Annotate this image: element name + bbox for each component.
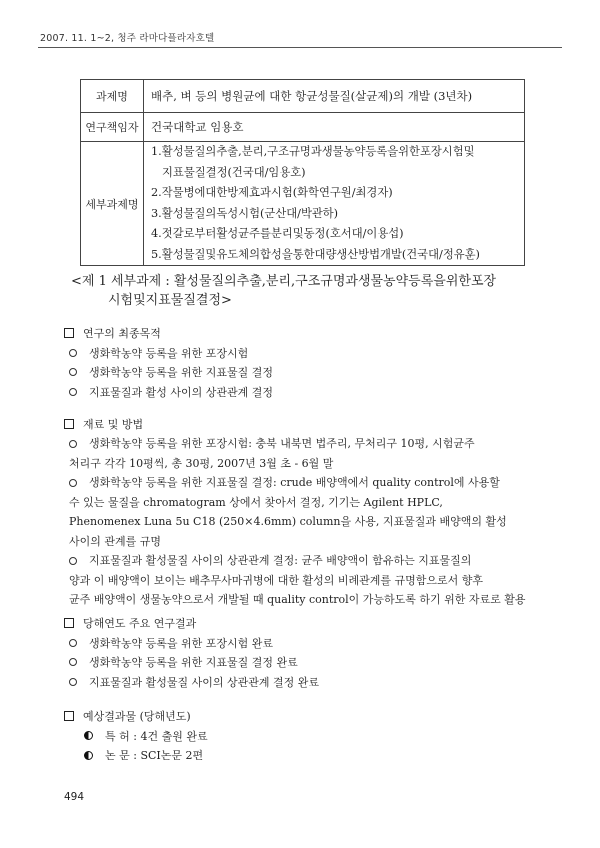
running-header: 2007. 11. 1~2, 청주 라마다플라자호텔 — [40, 33, 215, 44]
paragraph-line: 처리구 각각 10평씩, 총 30평, 2007년 3월 초 - 6월 말 — [69, 456, 334, 470]
section-methods — [64, 414, 549, 610]
list-item: 3.활성물질의독성시험(군산대/박관하) — [151, 206, 339, 220]
project-info-table — [80, 79, 525, 266]
list-item: 생화학농약 등록을 위한 지표물질 결정 — [89, 366, 274, 380]
paragraph-line: 지표물질과 활성물질 사이의 상관관계 결정: 균주 배양액이 함유하는 지표물질의 — [89, 554, 472, 567]
subproject-list — [144, 142, 525, 266]
page-number: 494 — [64, 791, 85, 803]
header-rule — [38, 47, 562, 48]
table-row — [81, 142, 525, 266]
paragraph-line: 균주 배양액이 생물농약으로서 개발될 때 quality control이 가능하도록 하기 위한 자료로 활용 — [69, 593, 526, 606]
project-name-value: 배추, 벼 등의 병원균에 대한 항균성물질(살균제)의 개발 (3년차) — [144, 80, 525, 113]
section-title: 당해연도 주요 연구결과 — [83, 617, 197, 630]
paragraph-line: 수 있는 물질을 chromatogram 상에서 찾아서 결정, 기기는 Agilent HPLC, — [69, 495, 443, 509]
circle-bullet-icon — [69, 557, 77, 565]
list-item: 지표물질과 활성물질 사이의 상관관계 결정 완료 — [89, 675, 320, 689]
list-item: 1.활성물질의추출,분리,구조규명과생물농약등록을위한포장시험및 — [151, 145, 475, 158]
circle-bullet-icon — [69, 479, 77, 487]
list-item: 지표물질과 활성 사이의 상관관계 결정 — [89, 385, 274, 399]
circle-bullet-icon — [69, 658, 77, 666]
lead-researcher-label: 연구책임자 — [81, 113, 144, 142]
section-goal — [64, 323, 549, 402]
paragraph-line: 생화학농약 등록을 위한 포장시험: 충북 내북면 법주리, 무처리구 10평, 시험균주 — [89, 437, 475, 450]
method-paragraph-1 — [64, 434, 549, 473]
paragraph-line: Phenomenex Luna 5u C18 (250×4.6mm) column을 사용, 지표물질과 배양액의 활성 — [69, 515, 507, 528]
section-outcomes — [64, 706, 549, 765]
list-item: 생화학농약 등록을 위한 지표물질 결정 완료 — [89, 656, 298, 670]
subproject-title-line1: <제 1 세부과제 : 활성물질의추출,분리,구조규명과생물농약등록을위한포장 — [71, 274, 497, 289]
list-item: 2.작물병에대한방제효과시험(화학연구원/최경자) — [151, 186, 393, 199]
lead-researcher-value: 건국대학교 임용호 — [144, 113, 525, 142]
list-item: 특 허 : 4건 출원 완료 — [105, 729, 208, 743]
table-row — [81, 113, 525, 142]
checkbox-square-icon — [64, 328, 74, 338]
list-item: 4.젓갈로부터활성균주를분리및동정(호서대/이용섭) — [151, 227, 404, 240]
project-name-label: 과제명 — [81, 80, 144, 113]
method-paragraph-3 — [64, 551, 549, 610]
subproject-title-line2: 시험및지표물질결정> — [108, 293, 232, 308]
paragraph-line: 양과 이 배양액이 보이는 배추무사마귀병에 대한 활성의 비례관계를 규명함으로서 향후 — [69, 573, 484, 587]
circle-bullet-icon — [69, 368, 77, 376]
paragraph-line: 생화학농약 등록을 위한 지표물질 결정: crude 배양액에서 quality control에 사용할 — [89, 476, 500, 489]
circle-bullet-icon — [69, 639, 77, 647]
circle-bullet-icon — [69, 388, 77, 396]
circle-bullet-icon — [69, 440, 77, 448]
list-item: 생화학농약 등록을 위한 포장시험 — [89, 346, 249, 360]
list-item: 논 문 : SCI논문 2편 — [105, 749, 204, 763]
half-filled-circle-icon — [84, 751, 93, 760]
checkbox-square-icon — [64, 618, 74, 628]
list-item: 5.활성물질및유도체의합성을통한대량생산방법개발(건국대/정유훈) — [151, 247, 480, 261]
section-title: 예상결과물 (당해년도) — [83, 710, 191, 723]
circle-bullet-icon — [69, 678, 77, 686]
checkbox-square-icon — [64, 711, 74, 721]
section-title: 연구의 최종목적 — [83, 327, 161, 340]
method-paragraph-2 — [64, 473, 549, 551]
paragraph-line: 사이의 관계를 규명 — [69, 534, 162, 548]
table-row — [81, 80, 525, 113]
circle-bullet-icon — [69, 349, 77, 357]
subproject-title — [71, 272, 541, 310]
section-title: 재료 및 방법 — [83, 418, 144, 431]
subproject-label: 세부과제명 — [81, 142, 144, 266]
half-filled-circle-icon — [84, 731, 93, 740]
list-item: 지표물질결정(건국대/임용호) — [162, 165, 306, 179]
list-item: 생화학농약 등록을 위한 포장시험 완료 — [89, 636, 274, 650]
checkbox-square-icon — [64, 419, 74, 429]
section-results — [64, 613, 549, 692]
